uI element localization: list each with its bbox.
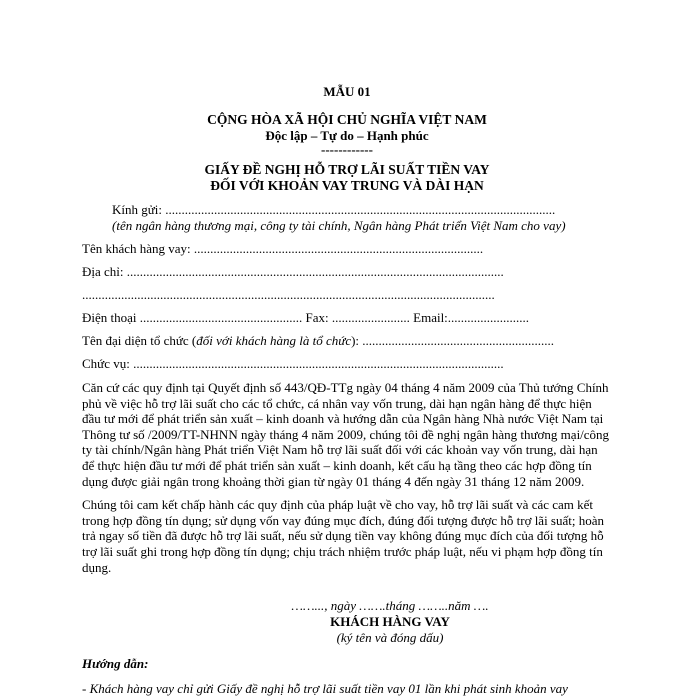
document-page [82,80,612,575]
paragraph-legal-basis: Căn cứ các quy định tại Quyết định số 443/QĐ-TTg ngày 04 tháng 4 năm 2009 của Thủ tướng Chính phủ về việc hỗ trợ lãi suất cho các tổ chức, cá nhân vay vốn trung, dài hạn ngân hàng để thực hiện đầu tư mới để phát triển sản xuất – kinh doanh và hướng dẫn của Ngân hàng Nhà nước Việt Nam tại Thông tư số /2009/TT-NHNN ngày tháng 4 năm 2009, chúng tôi đề nghị ngân hàng thương mại/công ty tài chính/Ngân hàng Phát triển Việt Nam hỗ trợ lãi suất đối với các khoản vay vốn trung, dài hạn để thực hiện đầu tư mới để phát triển sản xuất – kinh doanh, kết cấu hạ tầng theo các hợp đồng tín dụng được giải ngân trong khoảng thời gian từ ngày 01 tháng 4 đến ngày 31 tháng 12 năm 2009. [82,380,610,489]
recipient-field: Kính gửi: ........................................................................................................................ [112,202,556,217]
representative-label: Tên đại diện tổ chức ( [82,333,197,348]
national-motto: Độc lập – Tự do – Hạnh phúc [265,128,429,143]
document-title-line2: ĐỐI VỚI KHOẢN VAY TRUNG VÀ DÀI HẠN [210,178,484,193]
document-title-line1: GIẤY ĐỀ NGHỊ HỖ TRỢ LÃI SUẤT TIỀN VAY [204,162,490,177]
phone-field: Điện thoại .................................................. [82,310,303,325]
signature-block [250,598,530,646]
date-line: ……..., ngày …….tháng ……..năm …. [291,598,489,613]
contact-row [82,310,612,326]
address-continuation: ............................................................................................................................... [82,287,495,302]
representative-blank: ): ........................................................... [351,333,555,348]
address-field: Địa chỉ: .................................................................................................................... [82,264,504,279]
email-field: Email:......................... [409,310,530,325]
signature-note: (ký tên và đóng dấu) [336,630,444,645]
fax-field: Fax: ........................ [302,310,410,325]
representative-field [82,333,612,349]
recipient-note: (tên ngân hàng thương mại, công ty tài chính, Ngân hàng Phát triển Việt Nam cho vay) [112,218,566,233]
guide-heading: Hướng dẫn: [82,656,149,671]
signer-role: KHÁCH HÀNG VAY [330,614,450,629]
header-separator: ------------ [321,142,373,157]
representative-note: đối với khách hàng là tổ chức [196,333,352,348]
paragraph-commitment: Chúng tôi cam kết chấp hành các quy định của pháp luật về cho vay, hỗ trợ lãi suất và các cam kết trong hợp đồng tín dụng; sử dụng vốn vay đúng mục đích, đúng đối tượng được hỗ trợ lãi suất; hoàn trả ngay số tiền đã được hỗ trợ lãi suất, nếu sử dụng tiền vay không đúng mục đích của đối tượng hỗ trợ lãi suất ghi trong hợp đồng tín dụng; chịu trách nhiệm trước pháp luật, nếu vi phạm hợp đồng tín dụng. [82,497,605,575]
customer-name-field: Tên khách hàng vay: ......................................................................................... [82,241,484,256]
position-field: Chức vụ: .................................................................................................................. [82,356,504,371]
form-id: MẪU 01 [323,84,371,99]
nation-header: CỘNG HÒA XÃ HỘI CHỦ NGHĨA VIỆT NAM [207,112,487,127]
guide-line: - Khách hàng vay chỉ gửi Giấy đề nghị hỗ trợ lãi suất tiền vay 01 lần khi phát sinh khoản vay [82,681,568,696]
